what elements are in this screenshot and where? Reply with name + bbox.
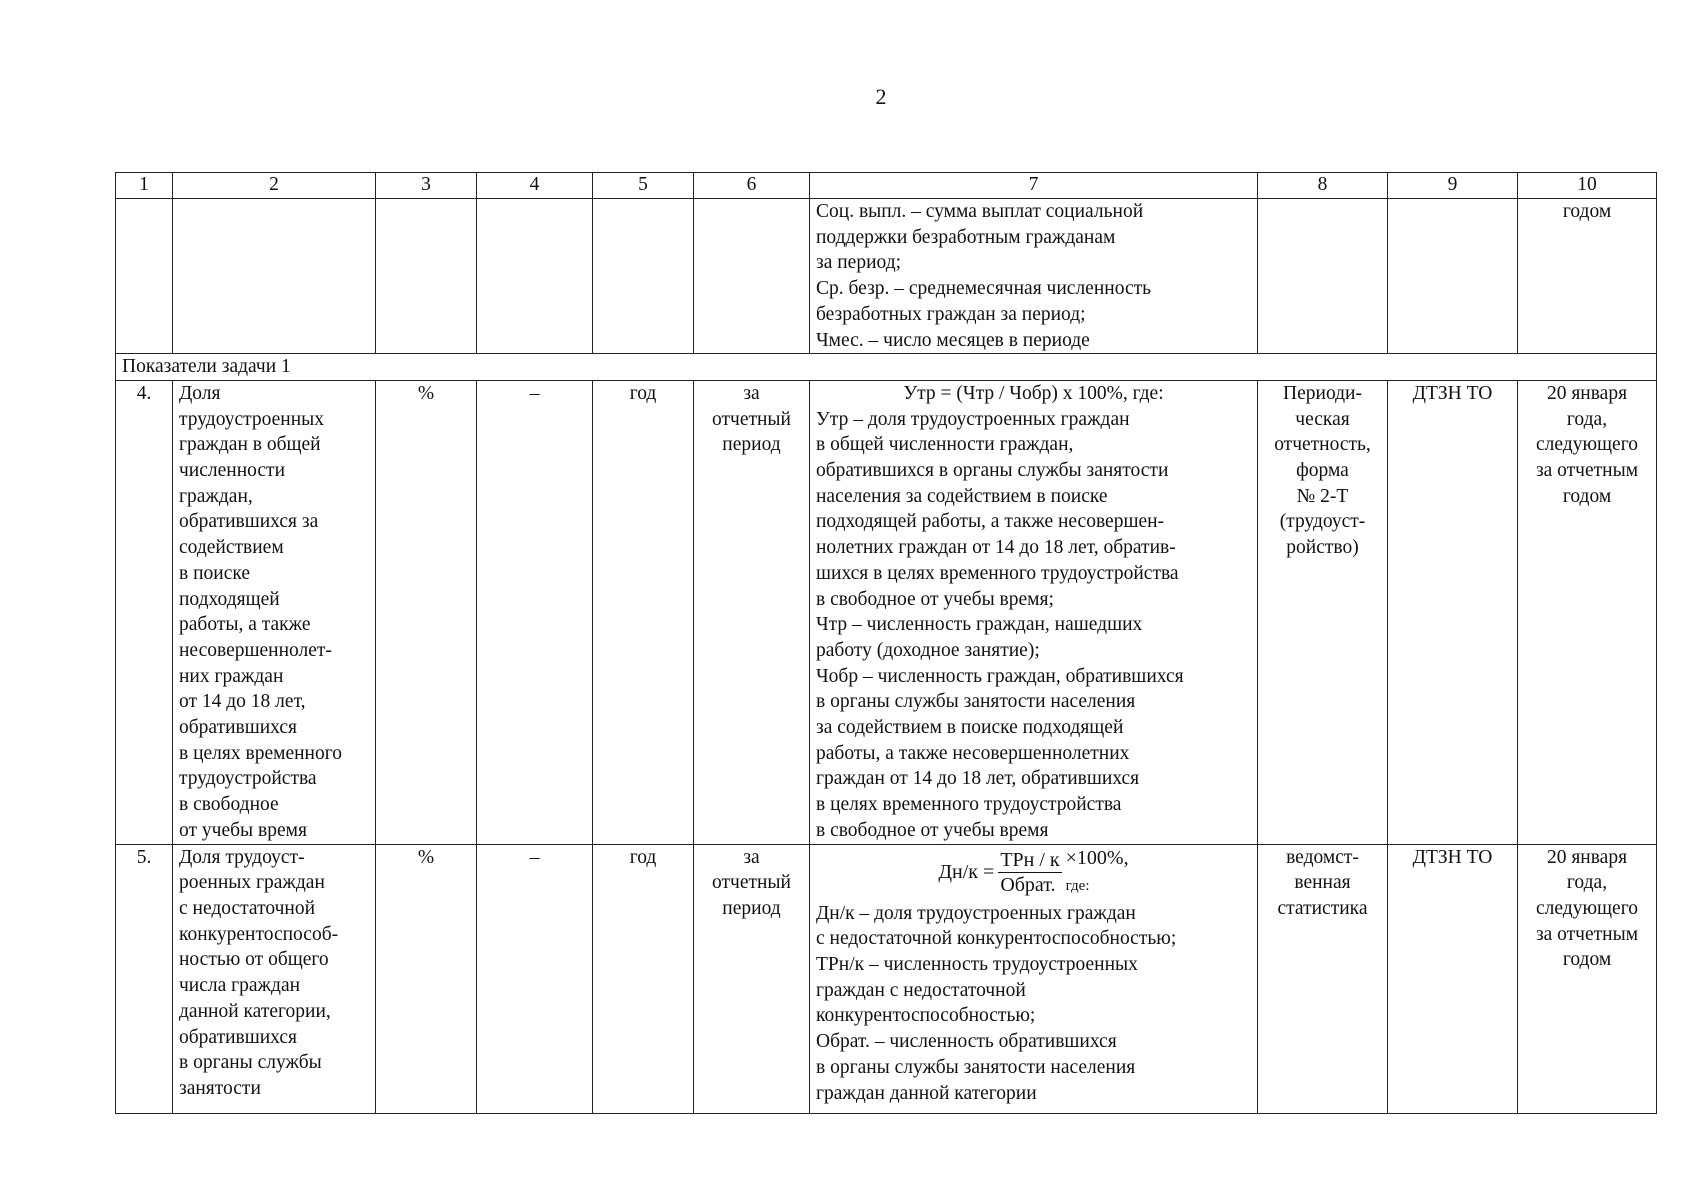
- text-line: за содействием в поиске подходящей: [816, 717, 1124, 739]
- text-line: 20 января: [1546, 382, 1628, 404]
- text-line: содействием: [179, 537, 284, 559]
- text-line: обратившихся: [179, 1026, 297, 1048]
- text-line: форма: [1296, 460, 1349, 482]
- row-number: 5.: [116, 844, 173, 1113]
- text-line: обратившихся: [179, 717, 297, 739]
- text-line: в органы службы: [179, 1052, 322, 1074]
- text-line: годом: [1562, 485, 1612, 507]
- text-line: численности: [179, 460, 286, 482]
- column-header: 6: [694, 173, 810, 199]
- text-line: Утр – доля трудоустроенных граждан: [816, 408, 1130, 430]
- formula-suffix: где:: [1065, 877, 1090, 894]
- calculation-method-cell: [810, 199, 1258, 354]
- text-line: в свободное: [179, 794, 279, 816]
- column-header: 8: [1258, 173, 1388, 199]
- formula-rhs: [1066, 846, 1129, 899]
- text-line: Соц. выпл. – сумма выплат социальной: [816, 201, 1144, 222]
- text-line: года,: [1566, 872, 1608, 894]
- text-line: от учебы время: [179, 819, 307, 841]
- text-line: граждан,: [179, 485, 253, 507]
- text-line: граждан данной категории: [816, 1082, 1037, 1104]
- text-line: Чобр – численность граждан, обратившихся: [816, 665, 1184, 687]
- text-line: за: [743, 382, 760, 404]
- text-line: Периоди-: [1283, 382, 1362, 404]
- text-line: работы, а также: [179, 614, 311, 636]
- formula-lhs: Дн/к =: [938, 860, 995, 883]
- formula: Утр = (Чтр / Чобр) х 100%, где:: [903, 382, 1164, 404]
- empty-cell: [694, 199, 810, 354]
- text-line: трудоустроенных: [179, 408, 324, 430]
- text-line: роенных граждан: [179, 872, 325, 894]
- text-line: (трудоуст-: [1279, 511, 1366, 533]
- text-line: в общей численности граждан,: [816, 434, 1074, 456]
- text-line: в свободное от учебы время;: [816, 588, 1054, 610]
- text-line: ТРн/к – численность трудоустроенных: [816, 953, 1138, 975]
- text-line: конкурентоспособностью;: [816, 1005, 1036, 1027]
- text-line: от 14 до 18 лет,: [179, 691, 306, 713]
- text-line: с недостаточной конкурентоспособностью;: [816, 928, 1177, 950]
- fraction: [998, 848, 1061, 897]
- text-line: годом: [1562, 949, 1612, 971]
- empty-cell: [1258, 199, 1388, 354]
- text-line: отчетный: [712, 408, 791, 430]
- column-header: 1: [116, 173, 173, 199]
- text-line: работу (доходное занятие);: [816, 639, 1040, 661]
- text-line: ностью от общего: [179, 949, 329, 971]
- indicator-name-cell: [173, 380, 376, 844]
- text-line: Доля: [179, 382, 221, 404]
- empty-cell: [477, 199, 593, 354]
- text-line: ческая: [1295, 408, 1350, 430]
- text-line: за: [743, 846, 760, 868]
- indicator-name-cell: [173, 844, 376, 1113]
- text-line: трудоустройства: [179, 768, 317, 790]
- continuation-row: [116, 199, 1657, 354]
- text-line: Дн/к – доля трудоустроенных граждан: [816, 902, 1136, 924]
- text-line: них граждан: [179, 665, 284, 687]
- fraction-formula: [816, 845, 1251, 901]
- data-source-cell: [1258, 844, 1388, 1113]
- responsible-cell: ДТЗН ТО: [1388, 844, 1518, 1113]
- text-line: венная: [1294, 872, 1351, 894]
- column-header: 4: [477, 173, 593, 199]
- text-line: граждан с недостаточной: [816, 979, 1026, 1001]
- empty-cell: [116, 199, 173, 354]
- text-line: занятости: [179, 1077, 261, 1099]
- text-line: населения за содействием в поиске: [816, 485, 1108, 507]
- empty-cell: [593, 199, 694, 354]
- empty-cell: [1388, 199, 1518, 354]
- base-value-cell: –: [477, 380, 593, 844]
- text-line: следующего: [1536, 434, 1638, 456]
- page-number: 2: [875, 84, 887, 109]
- unit-cell: %: [376, 380, 477, 844]
- text-line: следующего: [1536, 897, 1638, 919]
- text-line: в свободное от учебы время: [816, 819, 1049, 841]
- column-header: 10: [1518, 173, 1657, 199]
- deadline-cell: [1518, 844, 1657, 1113]
- text-line: поддержки безработным гражданам: [816, 226, 1116, 248]
- text-line: нолетних граждан от 14 до 18 лет, обратив-: [816, 537, 1176, 559]
- text-line: в органы службы занятости населения: [816, 1056, 1136, 1078]
- text-line: Чтр – численность граждан, нашедших: [816, 614, 1143, 636]
- empty-cell: [376, 199, 477, 354]
- text-line: Ср. безр. – среднемесячная численность: [816, 278, 1152, 300]
- text-line: в органы службы занятости населения: [816, 691, 1136, 713]
- text-line: подходящей: [179, 588, 280, 610]
- text-line: ройство): [1286, 537, 1359, 559]
- text-line: работы, а также несовершеннолетних: [816, 742, 1130, 764]
- text-line: обратившихся за: [179, 511, 319, 533]
- section-title: Показатели задачи 1: [116, 354, 1657, 381]
- unit-cell: %: [376, 844, 477, 1113]
- indicator-row: [116, 844, 1657, 1113]
- indicators-table: [115, 172, 1657, 1114]
- empty-cell: [173, 199, 376, 354]
- text-line: безработных граждан за период;: [816, 303, 1086, 325]
- indicator-row: [116, 380, 1657, 844]
- text-line: с недостаточной: [179, 897, 316, 919]
- text-line: статистика: [1277, 897, 1368, 919]
- text-line: обратившихся в органы службы занятости: [816, 460, 1169, 482]
- deadline-cell: годом: [1518, 199, 1657, 354]
- text-line: числа граждан: [179, 975, 301, 997]
- calculation-method-cell: [810, 844, 1258, 1113]
- interval-cell: [694, 380, 810, 844]
- period-cell: год: [593, 844, 694, 1113]
- data-source-cell: [1258, 380, 1388, 844]
- text-line: граждан от 14 до 18 лет, обратившихся: [816, 768, 1140, 790]
- text-line: Доля трудоуст-: [179, 846, 305, 868]
- text-line: период: [722, 434, 781, 456]
- text-line: шихся в целях временного трудоустройства: [816, 562, 1179, 584]
- text-line: за отчетным: [1535, 923, 1639, 945]
- deadline-cell: [1518, 380, 1657, 844]
- text-line: конкурентоспособ-: [179, 923, 339, 945]
- text-line: несовершеннолет-: [179, 639, 332, 661]
- text-line: отчетность,: [1274, 434, 1371, 456]
- column-number-row: [116, 173, 1657, 199]
- text-line: подходящей работы, а также несовершен-: [816, 511, 1165, 533]
- text-line: 20 января: [1546, 846, 1628, 868]
- row-number: 4.: [116, 380, 173, 844]
- section-row: [116, 354, 1657, 381]
- text-line: ведомст-: [1286, 846, 1359, 868]
- column-header: 9: [1388, 173, 1518, 199]
- text-line: граждан в общей: [179, 434, 321, 456]
- text-line: данной категории,: [179, 1000, 331, 1022]
- column-header: 3: [376, 173, 477, 199]
- responsible-cell: ДТЗН ТО: [1388, 380, 1518, 844]
- text-line: Чмес. – число месяцев в периоде: [816, 329, 1090, 351]
- text-line: за период;: [816, 252, 902, 274]
- period-cell: год: [593, 380, 694, 844]
- text-line: в поиске: [179, 562, 251, 584]
- column-header: 2: [173, 173, 376, 199]
- text-line: в целях временного трудоустройства: [816, 794, 1122, 816]
- text-line: в целях временного: [179, 742, 342, 764]
- text-line: Обрат. – численность обратившихся: [816, 1031, 1117, 1053]
- text-line: года,: [1566, 408, 1608, 430]
- text-line: за отчетным: [1535, 460, 1639, 482]
- text-line: № 2-Т: [1296, 485, 1349, 507]
- interval-cell: [694, 844, 810, 1113]
- column-header: 5: [593, 173, 694, 199]
- text-line: отчетный: [712, 872, 791, 894]
- base-value-cell: –: [477, 844, 593, 1113]
- calculation-method-cell: [810, 380, 1258, 844]
- text-line: период: [722, 897, 781, 919]
- fraction-numerator: ТРн / к: [1000, 849, 1060, 872]
- formula-multiplier: ×100%,: [1065, 846, 1129, 869]
- fraction-denominator: Обрат.: [1000, 874, 1056, 897]
- column-header: 7: [810, 173, 1258, 199]
